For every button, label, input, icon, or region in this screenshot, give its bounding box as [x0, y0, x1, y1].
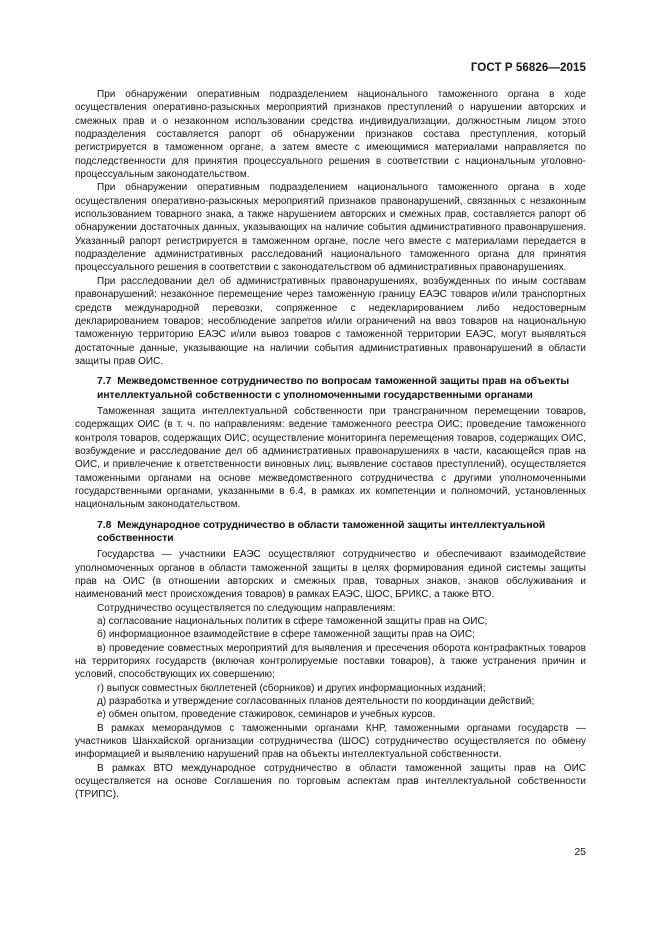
section-heading-7-7 [75, 375, 586, 402]
paragraph: Таможенная защита интеллектуальной собственности при трансграничном перемещении товаров, содержащих ОИС (в т. ч. по направлениям: ведение таможенного реестра ОИС; проведение таможенного контроля товаров, содержащих ОИС; осуществление мониторинга перемещения товаров, содержащих ОИС, возбуждение и расследование дел об административных правонарушениях в части, касающейся прав на ОИС, и привлечение к ответственности виновных лиц; выявление составов преступлений), осуществляется таможенными органами на основе межведомственного сотрудничества с другими уполномоченными государственными органами, указанными в 6.4, в рамках их компетенции и полномочий, установленных национальным законодательством. [75, 405, 586, 511]
section-number: 7.8 [97, 519, 112, 531]
paragraph: В рамках меморандумов с таможенными органами КНР, таможенными органами государств — участников Шанхайской организации сотрудничества (ШОС) сотрудничество осуществляется по обмену информацией и выявлению нарушений прав на объекты интеллектуальной собственности. [75, 722, 586, 761]
paragraph: В рамках ВТО международное сотрудничество в области таможенной защиты прав на ОИС осуществляется на основе Соглашения по торговым аспектам прав интеллектуальной собственности (ТРИПС). [75, 762, 586, 801]
list-item: е) обмен опытом, проведение стажировок, семинаров и учебных курсов. [97, 709, 436, 721]
list-item: д) разработка и утверждение согласованных планов деятельности по координации действий; [97, 695, 535, 707]
section-title: Межведомственное сотрудничество по вопросам таможенной защиты прав на объекты интеллектуальной собственности с уполномоченными государственными органами [97, 376, 570, 401]
page-number: 25 [574, 846, 586, 858]
paragraph: Государства — участники ЕАЭС осуществляют сотрудничество и обеспечивают взаимодействие уполномоченных органов в области таможенной защиты в целях формирования единой системы защиты прав на ОИС (в отношении авторских и смежных прав, товарных знаков, знаков обслуживания и наименований мест происхождения товаров) в рамках ЕАЭС, ШОС, БРИКС, а также ВТО. [75, 549, 586, 601]
list-item: а) согласование национальных политик в сфере таможенной защиты прав на ОИС; [97, 615, 488, 627]
list-item: г) выпуск совместных бюллетеней (сборников) и других информационных изданий; [97, 682, 486, 694]
paragraph: Сотрудничество осуществляется по следующим направлениям: [97, 602, 396, 614]
paragraph: При расследовании дел об административных правонарушениях, возбужденных по иным составам правонарушений: незаконное перемещение через таможенную границу ЕАЭС товаров и/или транспортных средств международной перевозки, сопряженное с недекларированием либо недостоверным декларированием товаров; несоблюдение запретов и/или ограничений на ввоз товаров на национальную таможенную территорию ЕАЭС и/или вывоз товаров с таможенной территории ЕАЭС, могут выявляться достаточные данные, указывающие на наличии события административных правонарушений в области защиты прав ОИС. [75, 275, 586, 367]
section-heading-7-8 [75, 519, 586, 546]
document-id: ГОСТ Р 56826—2015 [470, 62, 586, 74]
list-item: б) информационное взаимодействие в сфере таможенной защиты прав на ОИС; [97, 629, 475, 641]
paragraph: При обнаружении оперативным подразделением национального таможенного органа в ходе осуществления оперативно-разыскных мероприятий признаков преступлений о нарушении авторских и смежных прав и о незаконном использовании средства индивидуализации, должностным лицом этого подразделения составляется рапорт об обнаружении признаков состава преступления, который регистрируется в таможенном органе, а затем вместе с имеющимися материалами направляется по подследственности для принятия процессуального решения в соответствии с национальным уголовно-процессуальным законодательством. [75, 89, 586, 181]
section-title: Международное сотрудничество в области таможенной защиты интеллектуальной собственности [97, 519, 546, 544]
paragraph: При обнаружении оперативным подразделением национального таможенного органа в ходе осуществления оперативно-разыскных мероприятий признаков правонарушений, связанных с незаконным использованием товарного знака, а также нарушением авторских и смежных прав, составляется рапорт об обнаружении достаточных данных, указывающих на наличие события административного правонарушения. Указанный рапорт регистрируется в таможенном органе, после чего вместе с материалами передается в подразделение административных расследований национального таможенного органа для принятия процессуального решения в соответствии с законодательством об административных правонарушениях. [75, 182, 586, 274]
section-number: 7.7 [97, 376, 112, 388]
list-item: в) проведение совместных мероприятий для выявления и пресечения оборота контрафактных товаров на территориях государств (включая контролируемые поставки товаров), а также устранения причин и условий, способствующих их совершению; [75, 642, 586, 681]
page-body [75, 88, 586, 802]
